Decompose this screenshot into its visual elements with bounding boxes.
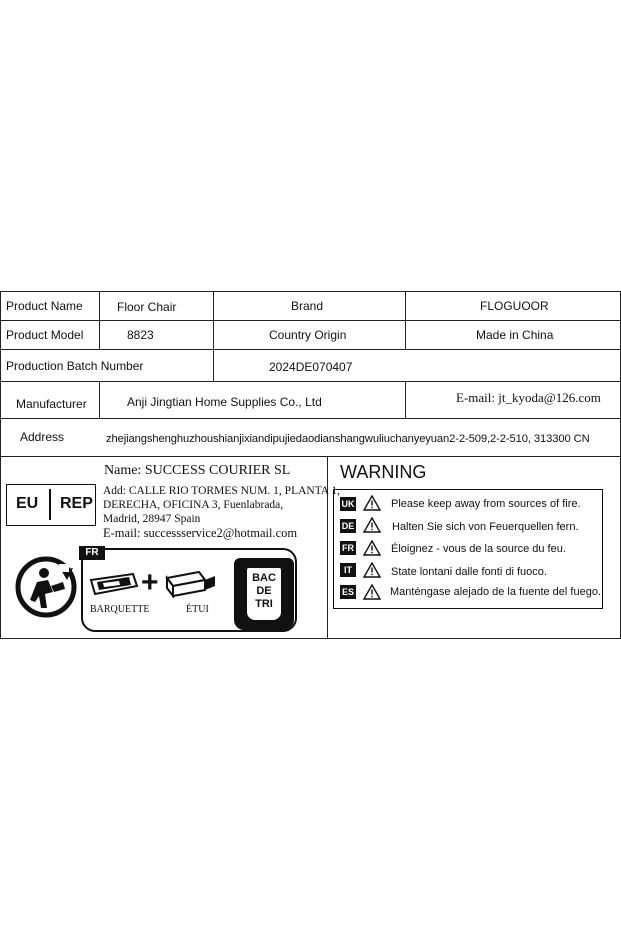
product-model-label: Product Model xyxy=(6,328,84,342)
triman-recycle-icon xyxy=(15,556,77,618)
manufacturer-email: E-mail: jt_kyoda@126.com xyxy=(456,390,601,405)
lang-badge-uk: UK xyxy=(341,499,355,509)
warning-text-de: Halten Sie sich von Feuerquellen fern. xyxy=(392,521,579,533)
etui-box-icon xyxy=(165,570,217,598)
eu-rep-address-line: Madrid, 28947 Spain xyxy=(103,513,201,525)
column-divider xyxy=(405,291,406,349)
warning-text-it: State lontani dalle fonti di fuoco. xyxy=(391,566,547,578)
product-name-value: Floor Chair xyxy=(117,300,177,314)
country-origin-value: Made in China xyxy=(476,328,554,342)
country-origin-label: Country Origin xyxy=(269,328,347,342)
warning-text-uk: Please keep away from sources of fire. xyxy=(391,498,581,510)
column-divider xyxy=(99,381,100,418)
table-border-left xyxy=(0,291,1,639)
address-value: zhejiangshenghuzhoushianjixiandipujiedaodianshangwuliuchanyeyuan2-2-509,2-2-510, 313300 CN xyxy=(106,433,590,445)
product-model-value: 8823 xyxy=(127,328,154,342)
rep-label: REP xyxy=(60,495,93,512)
eu-rep-divider xyxy=(49,489,51,520)
eu-rep-email: E-mail: successservice2@hotmail.com xyxy=(103,526,298,540)
column-divider xyxy=(405,381,406,418)
brand-label: Brand xyxy=(291,299,324,313)
warning-triangle-icon xyxy=(363,495,381,511)
warning-title: WARNING xyxy=(340,462,427,482)
lang-badge-it: IT xyxy=(340,563,356,577)
warning-text-fr: Éloignez - vous de la source du feu. xyxy=(391,543,566,555)
brand-value: FLOGUOOR xyxy=(480,299,549,313)
batch-value: 2024DE070407 xyxy=(269,360,353,374)
address-label: Address xyxy=(20,430,65,444)
table-divider xyxy=(0,381,621,382)
lang-badge-fr: FR xyxy=(342,543,354,553)
manufacturer-value: Anji Jingtian Home Supplies Co., Ltd xyxy=(127,395,322,409)
bac-de-tri-bin-icon xyxy=(234,558,294,630)
table-border-top xyxy=(0,291,621,292)
bin-text-line: TRI xyxy=(255,598,273,610)
bac-de-tri-text xyxy=(249,572,279,611)
eu-rep-box xyxy=(6,484,96,526)
batch-label: Production Batch Number xyxy=(6,359,144,373)
eu-rep-address-line: Add: CALLE RIO TORMES NUM. 1, PLANTA 1, xyxy=(103,485,340,497)
column-divider xyxy=(213,291,214,381)
column-divider xyxy=(99,291,100,349)
warning-triangle-icon xyxy=(363,517,381,533)
table-divider xyxy=(0,320,621,321)
table-border-bottom xyxy=(0,638,621,639)
eu-rep-name: Name: SUCCESS COURIER SL xyxy=(104,463,291,478)
eu-rep-address xyxy=(103,484,340,526)
bin-text-line: BAC xyxy=(252,572,276,584)
lang-badge-de: DE xyxy=(341,521,355,531)
lang-badge-es: ES xyxy=(341,587,354,597)
table-divider xyxy=(0,456,621,457)
fr-badge: FR xyxy=(79,546,105,560)
warning-triangle-icon xyxy=(363,584,381,600)
manufacturer-label: Manufacturer xyxy=(16,397,87,411)
bin-text-line: DE xyxy=(256,585,272,597)
eu-label: EU xyxy=(16,495,39,512)
plus-icon: + xyxy=(141,566,159,599)
table-divider xyxy=(0,418,621,419)
barquette-tray-icon xyxy=(89,572,139,598)
warning-triangle-icon xyxy=(363,540,381,556)
warning-text-es: Manténgase alejado de la fuente del fuego. xyxy=(390,586,601,598)
etui-label: ÉTUI xyxy=(186,604,209,615)
barquette-label: BARQUETTE xyxy=(90,604,150,615)
table-divider xyxy=(0,349,621,350)
warning-triangle-icon xyxy=(363,562,381,578)
product-name-label: Product Name xyxy=(6,299,83,313)
eu-rep-address-line: DERECHA, OFICINA 3, Fuenlabrada, xyxy=(103,499,284,511)
